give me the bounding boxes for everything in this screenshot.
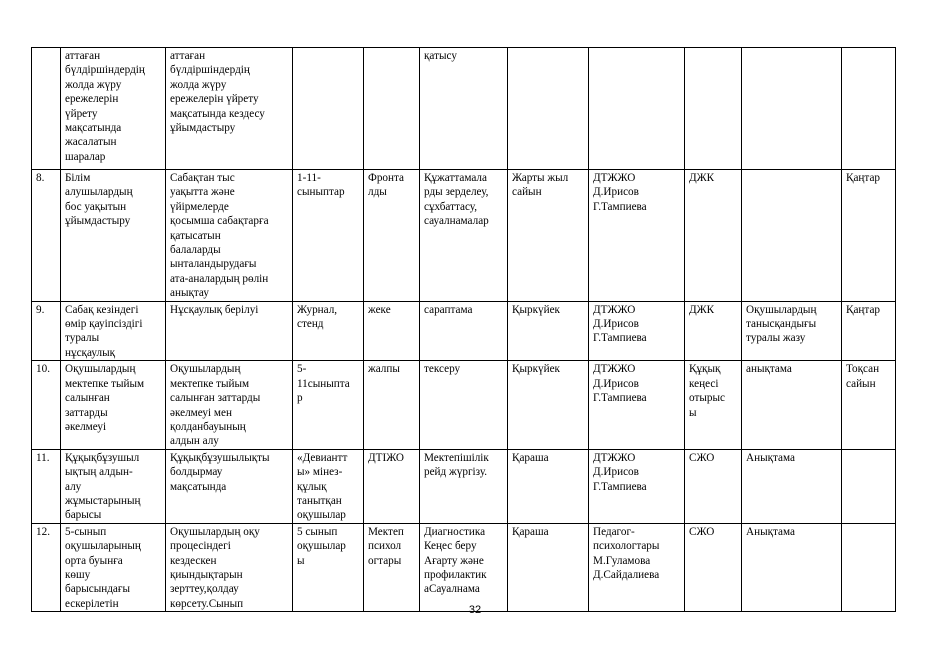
cell-line: сауалнамалар bbox=[424, 215, 489, 228]
cell-line: мақсатында кездесу bbox=[170, 107, 265, 120]
cell-line: Ағарту және bbox=[424, 554, 484, 567]
cell-result bbox=[742, 449, 842, 523]
cell-line: 5- bbox=[297, 363, 307, 376]
cell-line: ы bbox=[297, 554, 305, 567]
cell-line: жалпы bbox=[368, 363, 400, 376]
cell-line: Д.Ирисов bbox=[593, 186, 639, 199]
cell-review bbox=[685, 170, 742, 302]
cell-responsible bbox=[589, 170, 685, 302]
cell-line: Қараша bbox=[512, 525, 549, 538]
cell-line: үйірмелерде bbox=[170, 200, 229, 213]
cell-line: Құжаттамала bbox=[424, 172, 487, 184]
cell-line: алушылардың bbox=[65, 186, 133, 199]
cell-line: сайын bbox=[846, 377, 876, 390]
cell-line: ДТЖЖО bbox=[593, 172, 636, 184]
cell-line: көшу bbox=[65, 568, 91, 581]
cell-responsible bbox=[589, 48, 685, 170]
cell-line: ескерілетін bbox=[65, 597, 119, 610]
cell-line: жолда жүру bbox=[65, 78, 122, 91]
cell-event bbox=[61, 361, 166, 449]
cell-review bbox=[685, 449, 742, 523]
cell-line: Нұсқаулық берілуі bbox=[170, 303, 259, 316]
cell-target bbox=[293, 523, 364, 611]
cell-period bbox=[508, 48, 589, 170]
cell-result bbox=[742, 170, 842, 302]
cell-line: бүлдіршіндердің bbox=[170, 64, 250, 77]
cell-line: ұйымдастыру bbox=[170, 122, 236, 135]
cell-line: салынған заттарды bbox=[170, 392, 261, 405]
cell-review bbox=[685, 301, 742, 361]
cell-line: Д.Сайдалиева bbox=[593, 568, 660, 581]
cell-line: психол bbox=[368, 540, 402, 553]
cell-line: жолда жүру bbox=[170, 78, 227, 91]
cell-line: аттаған bbox=[170, 50, 206, 62]
cell-line: алдын алу bbox=[170, 435, 219, 448]
cell-line: Қараша bbox=[512, 451, 549, 464]
cell-period bbox=[508, 449, 589, 523]
cell-line: нұсқаулық bbox=[65, 346, 116, 359]
cell-line: болдырмау bbox=[170, 466, 223, 479]
cell-line: ықтың алдын- bbox=[65, 466, 133, 479]
cell-form bbox=[364, 449, 420, 523]
cell-line: лды bbox=[368, 186, 387, 199]
cell-line: СЖО bbox=[689, 451, 715, 464]
cell-target bbox=[293, 48, 364, 170]
cell-line: әкелмеуі bbox=[65, 420, 107, 433]
cell-line: мектепке тыйым bbox=[65, 377, 145, 390]
cell-note bbox=[842, 170, 896, 302]
cell-num bbox=[32, 48, 61, 170]
cell-line: уақытта және bbox=[170, 186, 235, 199]
cell-line: Сабақтан тыс bbox=[170, 172, 235, 184]
cell-line: аттаған bbox=[65, 50, 101, 62]
cell-line: М.Гуламова bbox=[593, 554, 651, 567]
cell-line: шаралар bbox=[65, 150, 106, 163]
cell-method bbox=[420, 449, 508, 523]
cell-line: Анықтама bbox=[746, 525, 795, 538]
cell-line: Диагностика bbox=[424, 525, 486, 538]
cell-content bbox=[166, 449, 293, 523]
cell-form bbox=[364, 48, 420, 170]
cell-line: туралы bbox=[65, 332, 100, 345]
cell-responsible bbox=[589, 523, 685, 611]
cell-line: Журнал, bbox=[297, 303, 338, 316]
cell-form bbox=[364, 301, 420, 361]
cell-line: өмір қауіпсіздігі bbox=[65, 318, 143, 331]
page-number: 32 bbox=[468, 604, 482, 616]
cell-line: барысындағы bbox=[65, 583, 131, 596]
cell-line: отырыс bbox=[689, 392, 725, 405]
cell-line: 11сыныпта bbox=[297, 377, 350, 390]
cell-event bbox=[61, 449, 166, 523]
cell-line: ы» мінез- bbox=[297, 466, 343, 479]
cell-line: мақсатында bbox=[170, 480, 227, 493]
cell-line: зерттеу,қолдау bbox=[170, 583, 239, 596]
cell-line: оқушылар bbox=[297, 540, 346, 553]
cell-target bbox=[293, 361, 364, 449]
cell-line: рды зерделеу, bbox=[424, 186, 489, 199]
cell-line: ДТЖЖО bbox=[593, 363, 636, 376]
cell-line: салынған bbox=[65, 392, 110, 405]
cell-responsible bbox=[589, 449, 685, 523]
cell-line: орта буынға bbox=[65, 554, 123, 567]
cell-line: қосымша сабақтарға bbox=[170, 215, 269, 228]
cell-line: аСауалнама bbox=[424, 583, 480, 596]
cell-line: Г.Тампиева bbox=[593, 332, 647, 345]
cell-line: жасалатын bbox=[65, 136, 117, 149]
cell-line: Қыркүйек bbox=[512, 303, 560, 316]
cell-target bbox=[293, 449, 364, 523]
cell-target bbox=[293, 301, 364, 361]
cell-method bbox=[420, 301, 508, 361]
cell-line: Қаңтар bbox=[846, 303, 880, 316]
cell-line: Оқушылардың bbox=[65, 363, 136, 376]
cell-line: барысы bbox=[65, 509, 102, 522]
cell-line: ы bbox=[689, 406, 697, 419]
cell-line: сараптама bbox=[424, 303, 473, 316]
cell-line: ДТІЖО bbox=[368, 451, 405, 464]
cell-line: анықтау bbox=[170, 287, 209, 300]
cell-responsible bbox=[589, 361, 685, 449]
cell-target bbox=[293, 170, 364, 302]
cell-line: ережелерін bbox=[65, 93, 119, 106]
cell-content bbox=[166, 301, 293, 361]
cell-method bbox=[420, 48, 508, 170]
table-body bbox=[32, 48, 896, 612]
cell-line: әкелмеуі мен bbox=[170, 406, 232, 419]
cell-line: тексеру bbox=[424, 363, 461, 376]
cell-note bbox=[842, 48, 896, 170]
cell-line: ДТЖЖО bbox=[593, 303, 636, 316]
cell-line: қатысатын bbox=[170, 229, 221, 242]
cell-line: алу bbox=[65, 480, 82, 493]
cell-event bbox=[61, 301, 166, 361]
cell-line: сыныптар bbox=[297, 186, 345, 199]
cell-line: «Девиантт bbox=[297, 451, 348, 464]
cell-line: қолданбауының bbox=[170, 420, 246, 433]
cell-method bbox=[420, 170, 508, 302]
cell-line: Анықтама bbox=[746, 451, 795, 464]
cell-result bbox=[742, 361, 842, 449]
cell-line: қиындықтарын bbox=[170, 568, 243, 581]
cell-line: рейд жүргізу. bbox=[424, 466, 488, 479]
cell-line: ережелерін үйрету bbox=[170, 93, 259, 106]
cell-num: 9. bbox=[32, 301, 61, 361]
cell-line: Д.Ирисов bbox=[593, 377, 639, 390]
cell-line: сайын bbox=[512, 186, 542, 199]
cell-line: стенд bbox=[297, 318, 324, 331]
cell-line: 5-сынып bbox=[65, 525, 107, 538]
cell-review bbox=[685, 523, 742, 611]
cell-line: Құқықбұзушылықты bbox=[170, 451, 270, 464]
cell-line: заттарды bbox=[65, 406, 108, 419]
cell-line: Г.Тампиева bbox=[593, 480, 647, 493]
cell-line: жұмыстарының bbox=[65, 494, 141, 507]
cell-method bbox=[420, 361, 508, 449]
cell-line: анықтама bbox=[746, 363, 792, 376]
cell-line: Қыркүйек bbox=[512, 363, 560, 376]
cell-line: кеңесі bbox=[689, 377, 719, 390]
cell-event bbox=[61, 48, 166, 170]
cell-line: қатысу bbox=[424, 50, 457, 62]
cell-line: Мектеп bbox=[368, 525, 404, 538]
cell-line: бос уақытын bbox=[65, 200, 127, 213]
cell-line: Құқық bbox=[689, 363, 721, 376]
cell-line: Мектепішілік bbox=[424, 451, 489, 464]
cell-line: ата-аналардың рөлін bbox=[170, 272, 269, 285]
cell-line: Оқушылардың bbox=[746, 303, 817, 316]
cell-result bbox=[742, 48, 842, 170]
cell-event bbox=[61, 170, 166, 302]
cell-form bbox=[364, 361, 420, 449]
cell-num: 10. bbox=[32, 361, 61, 449]
cell-period bbox=[508, 361, 589, 449]
cell-line: танысқандығы bbox=[746, 318, 817, 331]
table-row bbox=[32, 170, 896, 302]
cell-num: 8. bbox=[32, 170, 61, 302]
cell-line: Д.Ирисов bbox=[593, 318, 639, 331]
cell-line: кездескен bbox=[170, 554, 217, 567]
cell-line: сұхбаттасу, bbox=[424, 200, 478, 213]
cell-line: Оқушылардың оқу bbox=[170, 525, 260, 538]
cell-line: Д.Ирисов bbox=[593, 466, 639, 479]
cell-line: СЖО bbox=[689, 525, 715, 538]
cell-period bbox=[508, 170, 589, 302]
cell-line: құлық bbox=[297, 480, 327, 493]
cell-line: Г.Тампиева bbox=[593, 392, 647, 405]
cell-line: Оқушылардың bbox=[170, 363, 241, 376]
cell-line: Г.Тампиева bbox=[593, 200, 647, 213]
cell-line: Тоқсан bbox=[846, 363, 880, 376]
cell-period bbox=[508, 523, 589, 611]
cell-line: ынталандырудағы bbox=[170, 258, 257, 271]
cell-line: туралы жазу bbox=[746, 332, 806, 345]
cell-line: Сабақ кезіндегі bbox=[65, 303, 139, 316]
cell-line: үйрету bbox=[65, 107, 98, 120]
cell-result bbox=[742, 523, 842, 611]
cell-content bbox=[166, 48, 293, 170]
cell-num: 11. bbox=[32, 449, 61, 523]
cell-line: р bbox=[297, 392, 303, 405]
cell-line: оқушылар bbox=[297, 509, 346, 522]
cell-line: Фронта bbox=[368, 172, 405, 184]
cell-line: ДТЖЖО bbox=[593, 451, 636, 464]
cell-note bbox=[842, 449, 896, 523]
cell-line: Білім bbox=[65, 172, 91, 184]
table-row bbox=[32, 361, 896, 449]
cell-line: балаларды bbox=[170, 244, 221, 257]
cell-line: профилактик bbox=[424, 568, 487, 581]
cell-line: Құқықбұзушыл bbox=[65, 451, 140, 464]
cell-line: ДЖК bbox=[689, 303, 715, 316]
cell-line: танытқан bbox=[297, 494, 342, 507]
cell-line: 5 сынып bbox=[297, 525, 338, 538]
cell-line: 1-11- bbox=[297, 172, 321, 184]
plan-table bbox=[31, 47, 896, 612]
cell-note bbox=[842, 361, 896, 449]
table-row bbox=[32, 449, 896, 523]
cell-line: жеке bbox=[368, 303, 391, 316]
cell-line: Жарты жыл bbox=[512, 172, 569, 184]
cell-content bbox=[166, 523, 293, 611]
cell-event bbox=[61, 523, 166, 611]
cell-note bbox=[842, 523, 896, 611]
cell-line: Педагог- bbox=[593, 525, 635, 538]
cell-line: ұйымдастыру bbox=[65, 215, 131, 228]
cell-period bbox=[508, 301, 589, 361]
cell-line: мақсатында bbox=[65, 122, 122, 135]
cell-line: ДЖК bbox=[689, 172, 715, 184]
cell-line: процесіндегі bbox=[170, 540, 231, 553]
cell-form bbox=[364, 170, 420, 302]
cell-line: мектепке тыйым bbox=[170, 377, 250, 390]
table-row bbox=[32, 48, 896, 170]
cell-content bbox=[166, 361, 293, 449]
cell-method bbox=[420, 523, 508, 611]
cell-line: бүлдіршіндердің bbox=[65, 64, 145, 77]
cell-line: Кеңес беру bbox=[424, 540, 477, 553]
cell-line: оқушыларының bbox=[65, 540, 141, 553]
cell-result bbox=[742, 301, 842, 361]
cell-review bbox=[685, 361, 742, 449]
cell-review bbox=[685, 48, 742, 170]
cell-responsible bbox=[589, 301, 685, 361]
cell-line: психологтары bbox=[593, 540, 660, 553]
cell-content bbox=[166, 170, 293, 302]
table-row bbox=[32, 523, 896, 611]
cell-line: Қаңтар bbox=[846, 172, 880, 184]
cell-line: огтары bbox=[368, 554, 402, 567]
cell-form bbox=[364, 523, 420, 611]
cell-note bbox=[842, 301, 896, 361]
cell-num: 12. bbox=[32, 523, 61, 611]
table-row bbox=[32, 301, 896, 361]
cell-line: көрсету.Сынып bbox=[170, 597, 244, 610]
